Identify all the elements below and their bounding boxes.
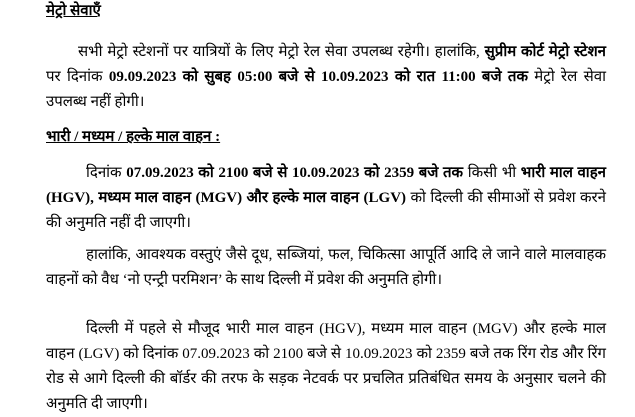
metro-services-heading: मेट्रो सेवाएँ xyxy=(46,3,101,19)
station-name: सुप्रीम कोर्ट मेट्रो स्टेशन xyxy=(484,44,606,60)
vehicle-types: भारी माल वाहन (HGV), मध्यम माल वाहन (MGV) और हल्के माल वाहन (LGV) xyxy=(46,165,606,206)
existing-vehicles-paragraph: दिल्ली में पहले से मौजूद भारी माल वाहन (HGV), मध्यम माल वाहन (MGV) और हल्के माल वाहन (LGV) को दिनांक 07.09.2023 को 2100 बजे से 10.09.2023 को 2359 बजे तक रिंग रोड और रिंग रोड से आगे दिल्ली की बॉर्डर की तरफ के सड़क नेटवर्क पर प्रचलित प्रतिबंधित समय के अनुसार चलने की अनुमति दी जाएगी। xyxy=(46,321,606,412)
goods-vehicles-heading: भारी / मध्यम / हल्के माल वाहन : xyxy=(46,129,221,145)
restriction-period: 07.09.2023 को 2100 बजे से 10.09.2023 को 2359 बजे तक xyxy=(126,165,464,181)
goods-entry-restriction-paragraph: दिनांक 07.09.2023 को 2100 बजे से 10.09.2023 को 2359 बजे तक किसी भी भारी माल वाहन (HGV), मध्यम माल वाहन (MGV) और हल्के माल वाहन (LGV) को दिल्ली की सीमाओं से प्रवेश करने की अनुमति नहीं दी जाएगी। xyxy=(46,165,606,231)
essential-goods-exemption-paragraph: हालांकि, आवश्यक वस्तुएं जैसे दूध, सब्जियां, फल, चिकित्सा आपूर्ति आदि ले जाने वाले मालवाहक वाहनों को वैध ‘नो एन्ट्री परमिशन’ के साथ दिल्ली में प्रवेश की अनुमति होगी। xyxy=(46,247,606,288)
closure-period: 09.09.2023 को सुबह 05:00 बजे से 10.09.2023 को रात 11:00 बजे तक xyxy=(108,69,528,85)
metro-services-paragraph: सभी मेट्रो स्टेशनों पर यात्रियों के लिए मेट्रो रेल सेवा उपलब्ध रहेगी। हालांकि, सुप्रीम कोर्ट मेट्रो स्टेशन पर दिनांक 09.09.2023 को सुबह 05:00 बजे से 10.09.2023 को रात 11:00 बजे तक मेट्रो रेल सेवा उपलब्ध नहीं होगी। xyxy=(46,44,606,110)
